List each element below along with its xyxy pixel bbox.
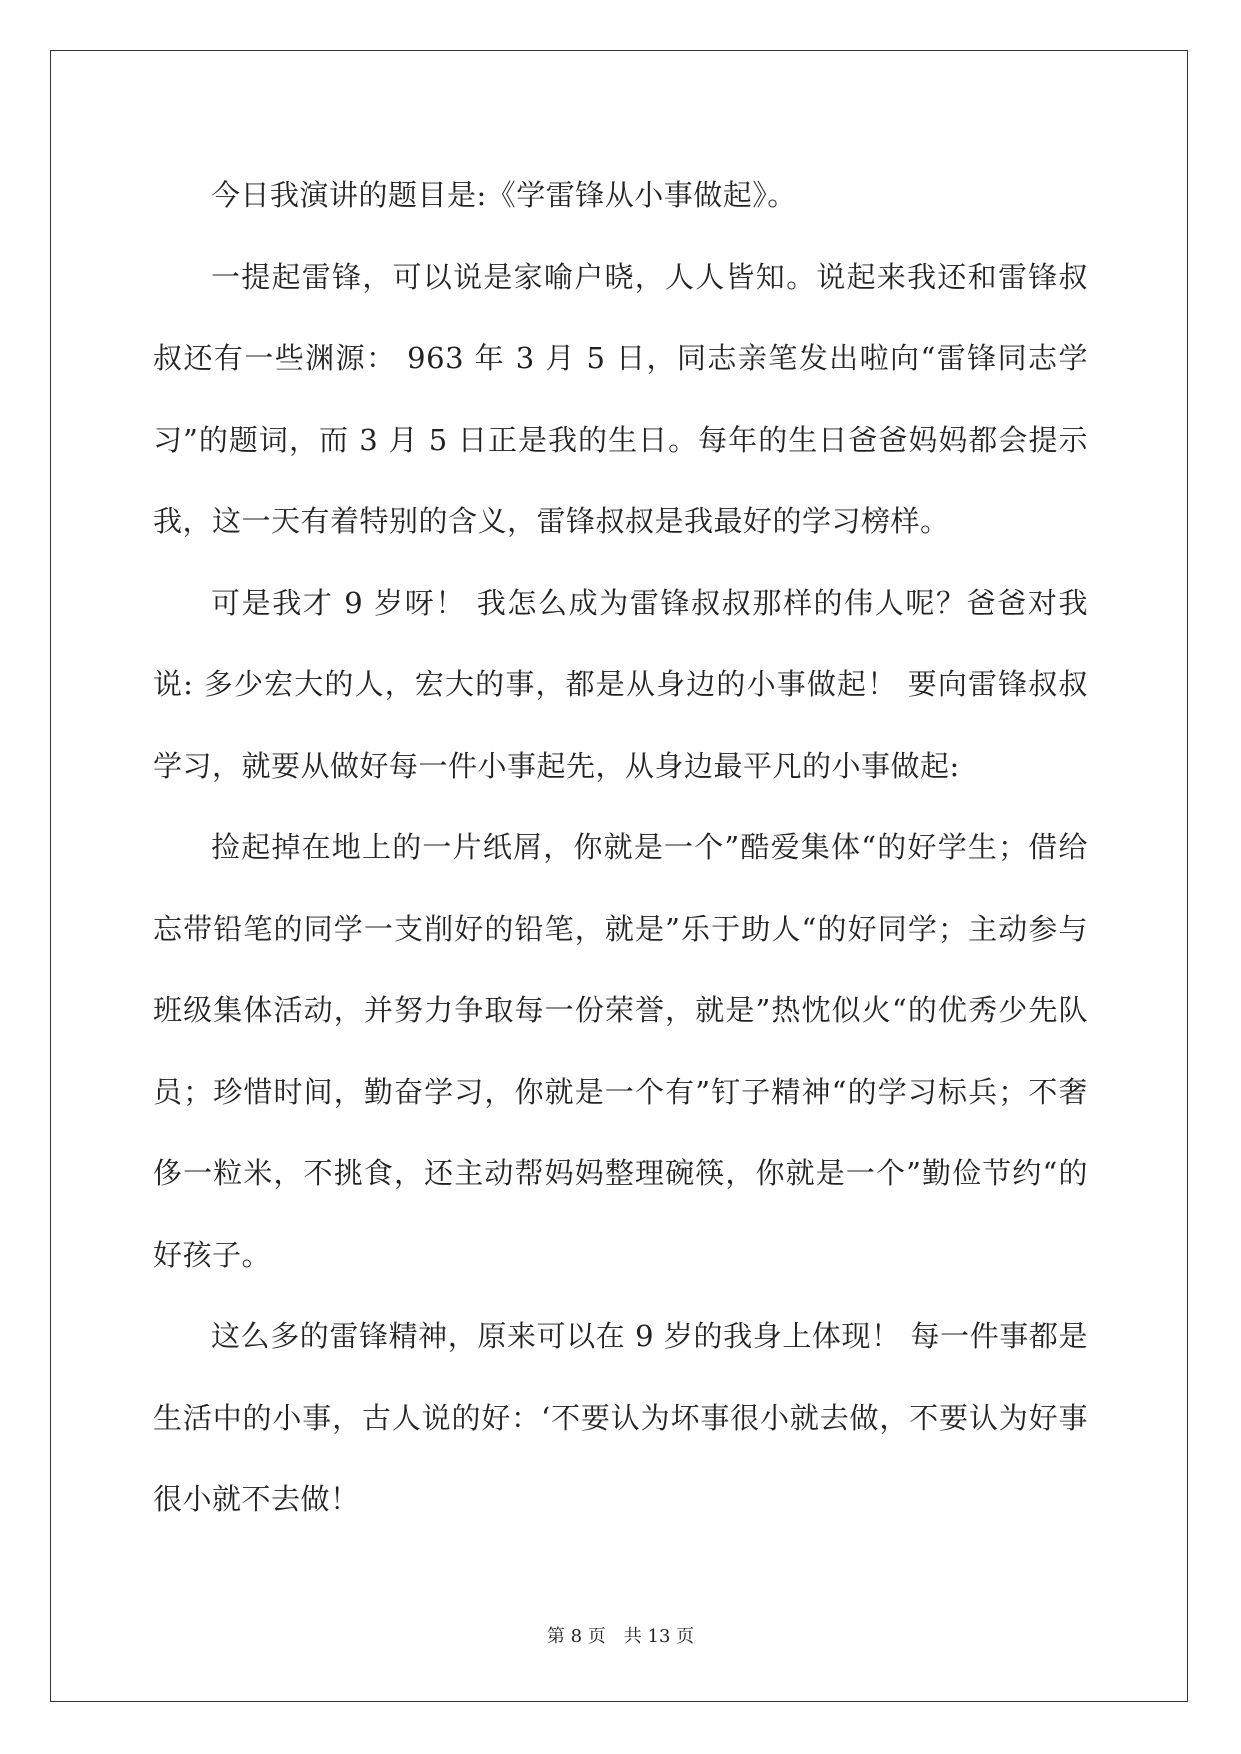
paragraph-1: 今日我演讲的题目是:《学雷锋从小事做起》。 xyxy=(211,178,797,212)
current-page-number: 第 8 页 xyxy=(546,1626,606,1647)
paragraph-2: 一提起雷锋，可以说是家喻户晓，人人皆知。说起来我还和雷锋叔叔还有一些渊源： 963 年 3 月 5 日，同志亲笔发出啦向“雷锋同志学习”的题词，而 3 月 5 日正是我的生日。每年的生日爸爸妈妈都会提示我，这一天有着特别的含义，雷锋叔叔是我最好的学习榜样。 xyxy=(153,259,1088,538)
page-footer xyxy=(0,1622,1241,1648)
total-page-count: 共 13 页 xyxy=(623,1626,695,1647)
document-body xyxy=(153,155,1088,1541)
paragraph-4: 捡起掉在地上的一片纸屑，你就是一个”酷爱集体“的好学生；借给忘带铅笔的同学一支削好的铅笔，就是”乐于助人“的好同学；主动参与班级集体活动，并努力争取每一份荣誉，就是”热忱似火“的优秀少先队员；珍惜时间，勤奋学习，你就是一个有”钉子精神“的学习标兵；不奢侈一粒米，不挑食，还主动帮妈妈整理碗筷，你就是一个”勤俭节约“的好孩子。 xyxy=(153,830,1088,1272)
paragraph-3: 可是我才 9 岁呀！ 我怎么成为雷锋叔叔那样的伟人呢？爸爸对我说: 多少宏大的人，宏大的事，都是从身边的小事做起！ 要向雷锋叔叔学习，就要从做好每一件小事起先，从身边最平凡的小事做起: xyxy=(153,585,1088,783)
paragraph-5: 这么多的雷锋精神，原来可以在 9 岁的我身上体现！ 每一件事都是生活中的小事，古人说的好：‘不要认为坏事很小就去做，不要认为好事很小就不去做！ xyxy=(153,1319,1088,1516)
